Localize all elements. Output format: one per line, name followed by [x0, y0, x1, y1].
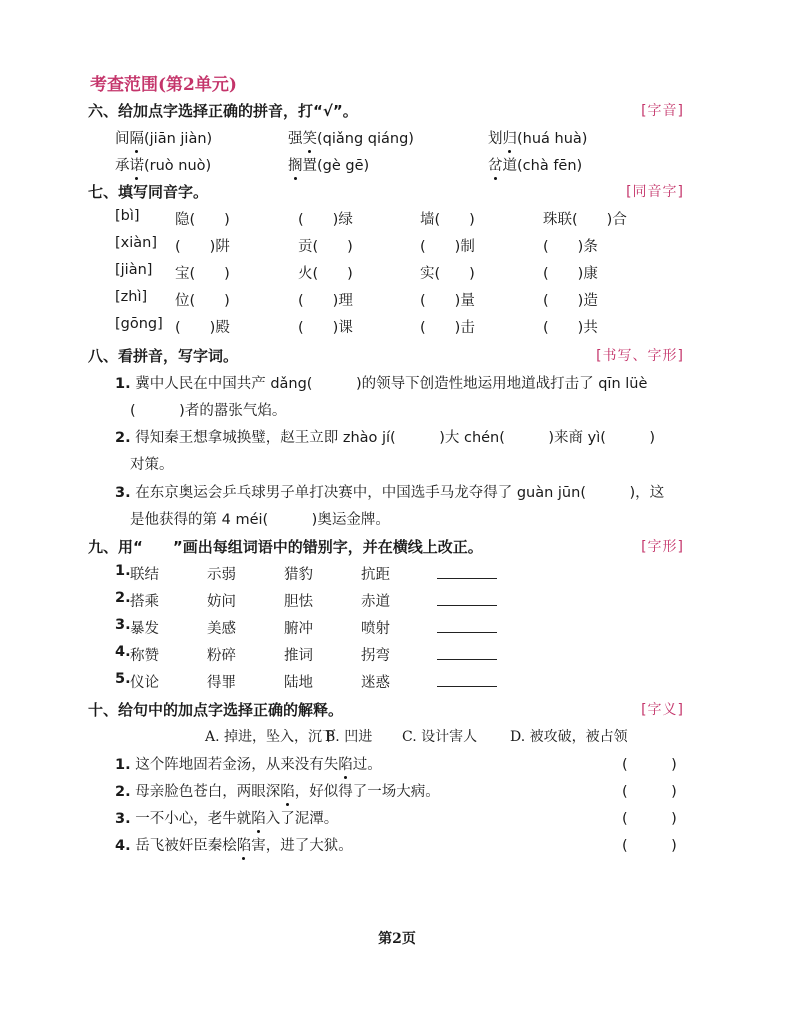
pinyin-item: 岔道(chà fēn) — [488, 158, 583, 174]
section6-heading: 六、给加点字选择正确的拼音，打“√”。 — [88, 102, 358, 120]
section8-tag: [书写、字形] — [596, 348, 684, 364]
homophone-cell: ( )课 — [298, 320, 353, 336]
word-row: 1. — [115, 563, 131, 579]
word-row: 5. — [115, 671, 131, 687]
option-d: D. 被攻破，被占领 — [510, 729, 628, 745]
answer-bracket[interactable]: ( ) — [622, 784, 677, 800]
homophone-pinyin: [gōng] — [115, 316, 163, 332]
word: 喷射 — [361, 621, 390, 637]
pinyin-item: 搁置(gè gē) — [288, 158, 370, 174]
question-2-cont: 对策。 — [130, 457, 174, 473]
option-a: A. 掉进，坠入，沉下 — [205, 729, 337, 745]
homophone-cell: 隐( ) — [175, 212, 230, 228]
word: 联结 — [130, 567, 159, 583]
answer-line[interactable] — [437, 672, 497, 691]
word: 迷惑 — [361, 675, 390, 691]
homophone-cell: ( )量 — [420, 293, 475, 309]
word-row: 2. — [115, 590, 131, 606]
sentence: 2. 母亲脸色苍白，两眼深陷，好似得了一场大病。 — [115, 784, 440, 800]
word: 腑冲 — [284, 621, 313, 637]
question-1-cont: ( )者的嚣张气焰。 — [130, 403, 287, 419]
section7-heading: 七、填写同音字。 — [88, 183, 209, 201]
homophone-cell: 墙( ) — [420, 212, 475, 228]
answer-bracket[interactable]: ( ) — [622, 838, 677, 854]
word: 搭乘 — [130, 594, 159, 610]
homophone-cell: ( )造 — [543, 293, 598, 309]
pinyin-item: 划归(huá huà) — [488, 131, 588, 147]
word: 美感 — [207, 621, 236, 637]
question-2: 2. 得知秦王想拿城换璧，赵王立即 zhào jí( )大 chén( )来商 yì( ) — [115, 430, 656, 446]
word: 妨问 — [207, 594, 236, 610]
word: 胆怯 — [284, 594, 313, 610]
option-b: B. 凹进 — [325, 729, 373, 745]
homophone-cell: ( )理 — [298, 293, 353, 309]
page-number: 第2页 — [378, 931, 416, 947]
section6-tag: [字音] — [641, 103, 684, 119]
homophone-cell: ( )条 — [543, 239, 598, 255]
section9-tag: [字形] — [641, 539, 684, 555]
homophone-cell: ( )绿 — [298, 212, 353, 228]
answer-bracket[interactable]: ( ) — [622, 811, 677, 827]
section10-tag: [字义] — [641, 702, 684, 718]
answer-line[interactable] — [437, 591, 497, 610]
homophone-cell: 宝( ) — [175, 266, 230, 282]
sentence: 3. 一不小心，老牛就陷入了泥潭。 — [115, 811, 339, 827]
sentence: 4. 岳飞被奸臣秦桧陷害，进了大狱。 — [115, 838, 353, 854]
question-3-cont: 是他获得的第 4 méi( )奥运金牌。 — [130, 512, 390, 528]
section10-heading: 十、给句中的加点字选择正确的解释。 — [88, 701, 344, 719]
homophone-cell: ( )制 — [420, 239, 475, 255]
answer-line[interactable] — [437, 645, 497, 664]
homophone-pinyin: [bì] — [115, 208, 140, 224]
word: 推词 — [284, 648, 313, 664]
homophone-pinyin: [xiàn] — [115, 235, 157, 251]
word-row: 3. — [115, 617, 131, 633]
answer-line[interactable] — [437, 618, 497, 637]
homophone-pinyin: [jiàn] — [115, 262, 153, 278]
word: 仪论 — [130, 675, 159, 691]
homophone-cell: ( )康 — [543, 266, 598, 282]
question-3: 3. 在东京奥运会乒乓球男子单打决赛中，中国选手马龙夺得了 guàn jūn( )，这 — [115, 485, 665, 501]
pinyin-item: 承诺(ruò nuò) — [115, 158, 212, 174]
word: 示弱 — [207, 567, 236, 583]
answer-bracket[interactable]: ( ) — [622, 757, 677, 773]
section7-tag: [同音字] — [626, 184, 684, 200]
scope-title: 考查范围(第2单元) — [90, 75, 237, 95]
homophone-pinyin: [zhì] — [115, 289, 148, 305]
homophone-cell: ( )共 — [543, 320, 598, 336]
homophone-cell: 贡( ) — [298, 239, 353, 255]
homophone-cell: 实( ) — [420, 266, 475, 282]
word: 猎豹 — [284, 567, 313, 583]
pinyin-item: 强笑(qiǎng qiáng) — [288, 131, 414, 147]
section8-heading: 八、看拼音，写字词。 — [88, 347, 239, 365]
homophone-cell: 火( ) — [298, 266, 353, 282]
homophone-cell: 位( ) — [175, 293, 230, 309]
homophone-cell: ( )殿 — [175, 320, 230, 336]
question-1: 1. 冀中人民在中国共产 dǎng( )的领导下创造性地运用地道战打击了 qīn lüè — [115, 376, 648, 392]
word: 拐弯 — [361, 648, 390, 664]
answer-line[interactable] — [437, 564, 497, 583]
word: 得罪 — [207, 675, 236, 691]
homophone-cell: ( )击 — [420, 320, 475, 336]
word-row: 4. — [115, 644, 131, 660]
word: 称赞 — [130, 648, 159, 664]
word: 粉碎 — [207, 648, 236, 664]
sentence: 1. 这个阵地固若金汤，从来没有失陷过。 — [115, 757, 382, 773]
word: 赤道 — [361, 594, 390, 610]
word: 暴发 — [130, 621, 159, 637]
option-c: C. 设计害人 — [402, 729, 478, 745]
pinyin-item: 间隔(jiān jiàn) — [115, 131, 213, 147]
word: 陆地 — [284, 675, 313, 691]
word: 抗距 — [361, 567, 390, 583]
section9-heading: 九、用“ ”画出每组词语中的错别字，并在横线上改正。 — [88, 538, 483, 556]
homophone-cell: ( )阱 — [175, 239, 230, 255]
homophone-cell: 珠联( )合 — [543, 212, 627, 228]
